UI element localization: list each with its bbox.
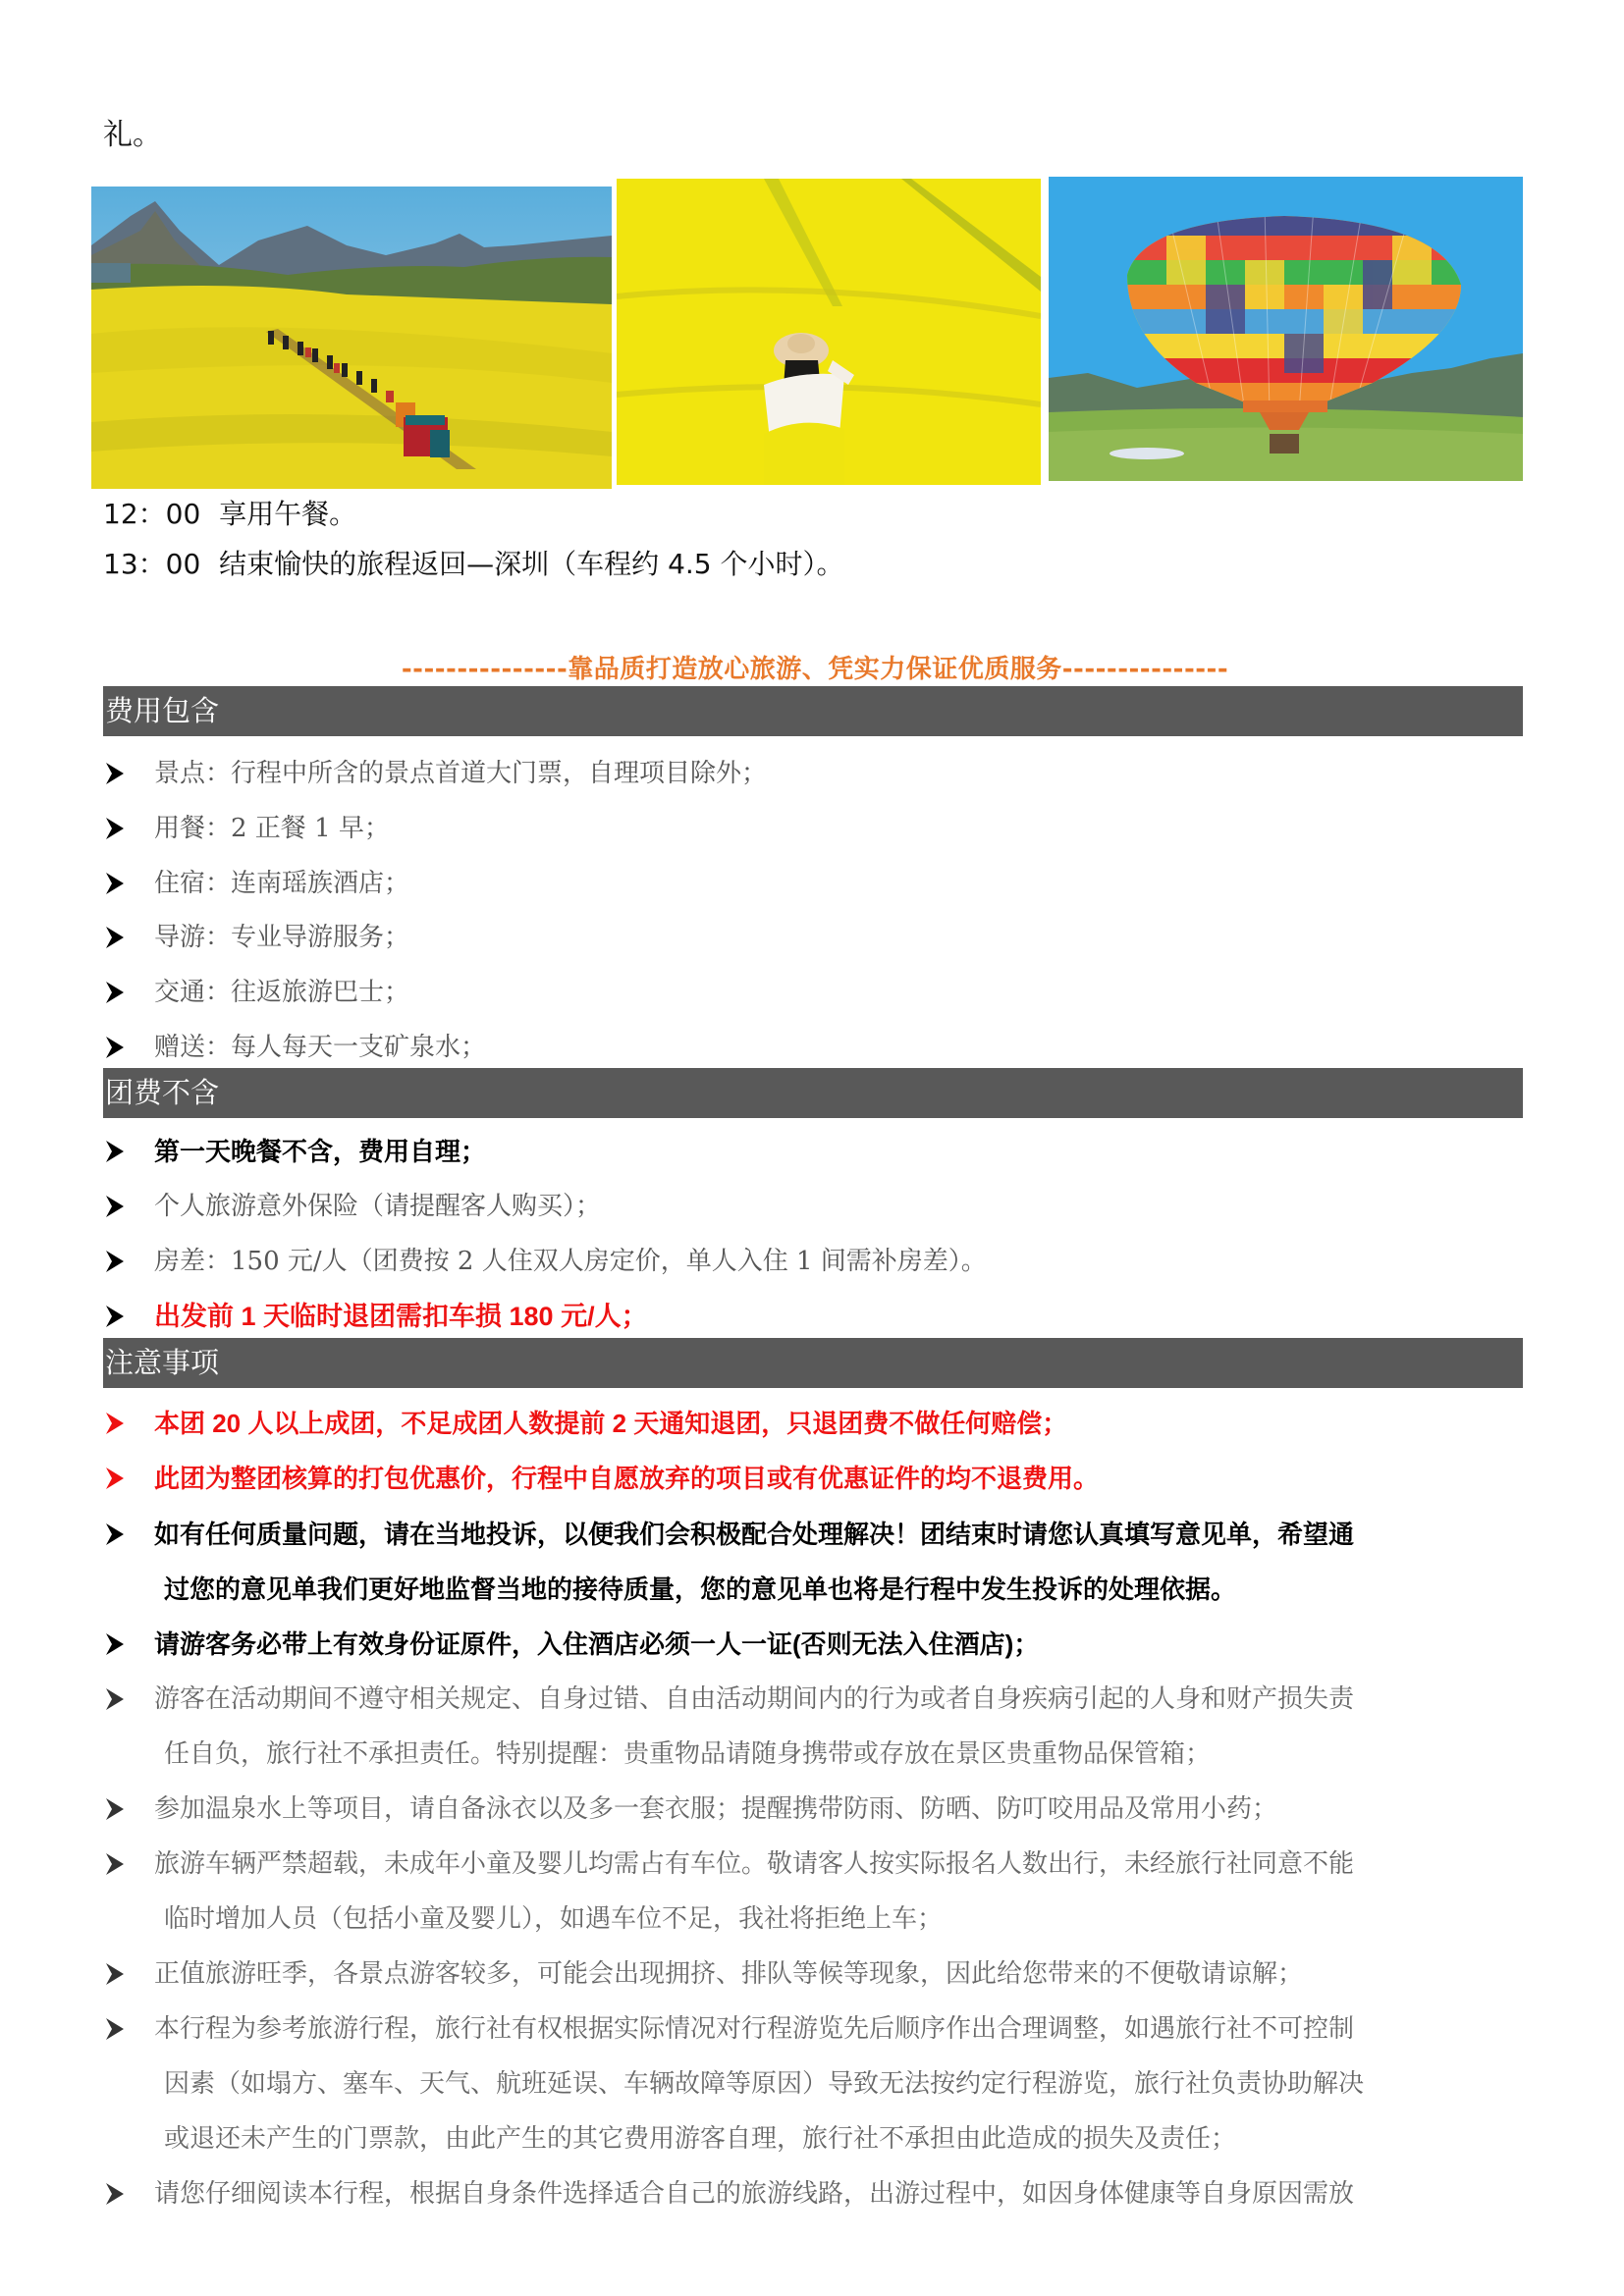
arrow-bullet-icon [103, 1960, 127, 1988]
arrow-bullet-icon [103, 924, 127, 951]
note-item-continued: 任自负，旅行社不承担责任。特别提醒：贵重物品请随身携带或存放在景区贵重物品保管箱； [164, 1739, 1212, 1769]
note-item: 此团为整团核算的打包优惠价，行程中自愿放弃的项目或有优惠证件的均不退费用。 [103, 1461, 1099, 1496]
note-item: 请您仔细阅读本行程，根据自身条件选择适合自己的旅游线路，出游过程中，如因身体健康等自身原因需放 [103, 2176, 1354, 2212]
arrow-bullet-icon [103, 815, 127, 842]
excluded-item: 第一天晚餐不含，费用自理； [103, 1134, 486, 1169]
included-item: 用餐：2 正餐 1 早； [103, 811, 390, 846]
note-item: 正值旅游旺季，各景点游客较多，可能会出现拥挤、排队等候等现象，因此给您带来的不便敬请谅解； [103, 1956, 1303, 1992]
note-item: 旅游车辆严禁超载，未成年小童及婴儿均需占有车位。敬请客人按实际报名人数出行，未经旅行社同意不能 [103, 1846, 1354, 1882]
arrow-bullet-icon [103, 2180, 127, 2208]
note-item: 本团 20 人以上成团，不足成团人数提前 2 天通知退团，只退团费不做任何赔偿； [103, 1406, 1067, 1441]
photo-hot-air-balloon [1049, 177, 1523, 481]
arrow-bullet-icon [103, 1410, 127, 1437]
included-item: 住宿：连南瑶族酒店； [103, 866, 409, 901]
arrow-bullet-icon [103, 1034, 127, 1061]
included-item: 赠送：每人每天一支矿泉水； [103, 1030, 486, 1065]
arrow-bullet-icon [103, 760, 127, 787]
note-item: 游客在活动期间不遵守相关规定、自身过错、自由活动期间内的行为或者自身疾病引起的人身和财产损失责 [103, 1682, 1354, 1717]
schedule-time: 12：00 [103, 498, 201, 530]
arrow-bullet-icon [103, 1521, 127, 1548]
excluded-item: 个人旅游意外保险（请提醒客人购买）； [103, 1189, 601, 1224]
note-item: 请游客务必带上有效身份证原件，入住酒店必须一人一证(否则无法入住酒店)； [103, 1627, 1039, 1662]
note-item-continued: 过您的意见单我们更好地监督当地的接待质量，您的意见单也将是行程中发生投诉的处理依据。 [164, 1575, 1237, 1604]
schedule-item [103, 496, 356, 533]
schedule-text: 结束愉快的旅程返回—深圳（车程约 4.5 个小时）。 [219, 548, 844, 580]
slogan: ---------------靠品质打造放心旅游、凭实力保证优质服务--------------- [401, 655, 1229, 684]
included-item: 导游：专业导游服务； [103, 920, 409, 955]
arrow-bullet-icon [103, 1138, 127, 1165]
note-item: 本行程为参考旅游行程，旅行社有权根据实际情况对行程游览先后顺序作出合理调整，如遇旅行社不可控制 [103, 2011, 1354, 2047]
schedule-time: 13：00 [103, 548, 201, 580]
section-header-included: 费用包含 [103, 686, 1523, 736]
arrow-bullet-icon [103, 1465, 127, 1492]
section-header-notes: 注意事项 [103, 1338, 1523, 1388]
arrow-bullet-icon [103, 1795, 127, 1823]
arrow-bullet-icon [103, 870, 127, 897]
arrow-bullet-icon [103, 1630, 127, 1658]
schedule-item [103, 546, 844, 583]
included-item: 交通：往返旅游巴士； [103, 975, 409, 1010]
section-header-excluded: 团费不含 [103, 1068, 1523, 1118]
note-item-continued: 或退还未产生的门票款，由此产生的其它费用游客自理，旅行社不承担由此造成的损失及责任； [164, 2124, 1237, 2154]
arrow-bullet-icon [103, 1685, 127, 1713]
arrow-bullet-icon [103, 979, 127, 1006]
photo-rapeseed-field-train [91, 187, 612, 489]
arrow-bullet-icon [103, 1248, 127, 1275]
photo-strip [91, 175, 1523, 491]
photo-woman-in-flower-field [617, 179, 1041, 485]
included-item: 景点：行程中所含的景点首道大门票，自理项目除外； [103, 756, 767, 791]
excluded-item: 房差：150 元/人（团费按 2 人住双人房定价，单人入住 1 间需补房差）。 [103, 1244, 987, 1279]
note-item-continued: 因素（如塌方、塞车、天气、航班延误、车辆故障等原因）导致无法按约定行程游览，旅行社负责协助解决 [164, 2069, 1365, 2099]
note-item: 参加温泉水上等项目，请自备泳衣以及多一套衣服；提醒携带防雨、防晒、防叮咬用品及常用小药； [103, 1791, 1277, 1827]
arrow-bullet-icon [103, 1303, 127, 1330]
arrow-bullet-icon [103, 1193, 127, 1220]
excluded-item-warning: 出发前 1 天临时退团需扣车损 180 元/人； [103, 1299, 648, 1334]
note-item: 如有任何质量问题，请在当地投诉，以便我们会积极配合处理解决！团结束时请您认真填写意见单，希望通 [103, 1517, 1354, 1552]
schedule-text: 享用午餐。 [219, 498, 357, 530]
note-item-continued: 临时增加人员（包括小童及婴儿），如遇车位不足，我社将拒绝上车； [164, 1904, 944, 1934]
continued-text: 礼。 [103, 118, 162, 152]
arrow-bullet-icon [103, 2015, 127, 2043]
arrow-bullet-icon [103, 1850, 127, 1878]
